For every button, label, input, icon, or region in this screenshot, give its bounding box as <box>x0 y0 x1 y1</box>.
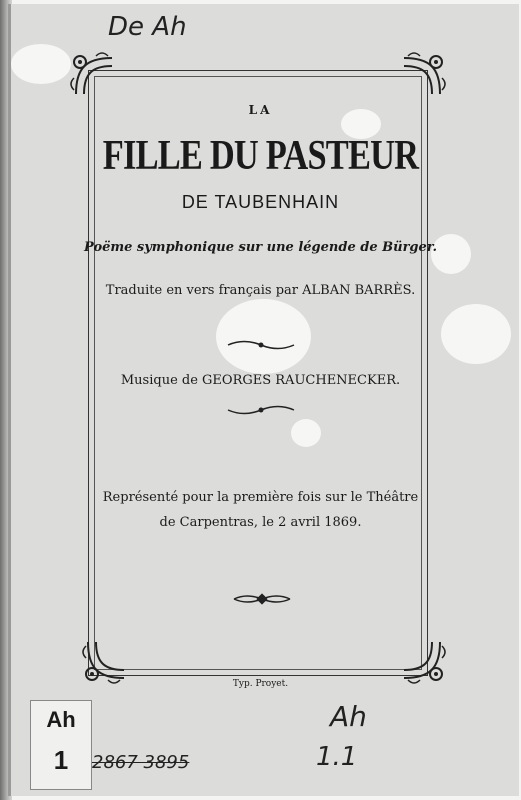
title-article: LA <box>248 103 273 117</box>
shelf-label-top: Ah <box>46 707 76 732</box>
shelf-label-bottom: 1 <box>53 745 69 775</box>
flourish-divider-icon <box>226 338 296 352</box>
library-shelf-label <box>30 700 92 790</box>
book-title: FILLE DU PASTEUR <box>102 133 419 179</box>
handwritten-shelfmark: Ah <box>330 700 367 733</box>
premiere-line-2: de Carpentras, le 2 avril 1869. <box>159 515 362 530</box>
corner-ornament-top-right-icon <box>394 48 450 104</box>
water-stain <box>11 44 71 84</box>
water-stain <box>441 304 511 364</box>
handwritten-catalog-number: 2867 3895 <box>92 752 190 773</box>
printer-imprint: Typ. Proyet. <box>232 679 289 689</box>
composer-credit: Musique de GEORGES RAUCHENECKER. <box>120 373 401 388</box>
top-handwritten-marking: De Ah <box>108 12 187 42</box>
flourish-divider-icon <box>226 403 296 417</box>
handwritten-shelfmark-number: 1.1 <box>316 742 358 772</box>
book-description: Poëme symphonique sur une légende de Bürger. <box>84 240 437 255</box>
book-subtitle: DE TAUBENHAIN <box>181 192 340 212</box>
premiere-line-1: Représenté pour la première fois sur le Théâtre <box>102 490 419 505</box>
translator-credit: Traduite en vers français par ALBAN BARRÈS. <box>105 283 416 298</box>
corner-ornament-top-left-icon <box>66 48 122 104</box>
ornamental-vignette-icon <box>232 591 292 607</box>
